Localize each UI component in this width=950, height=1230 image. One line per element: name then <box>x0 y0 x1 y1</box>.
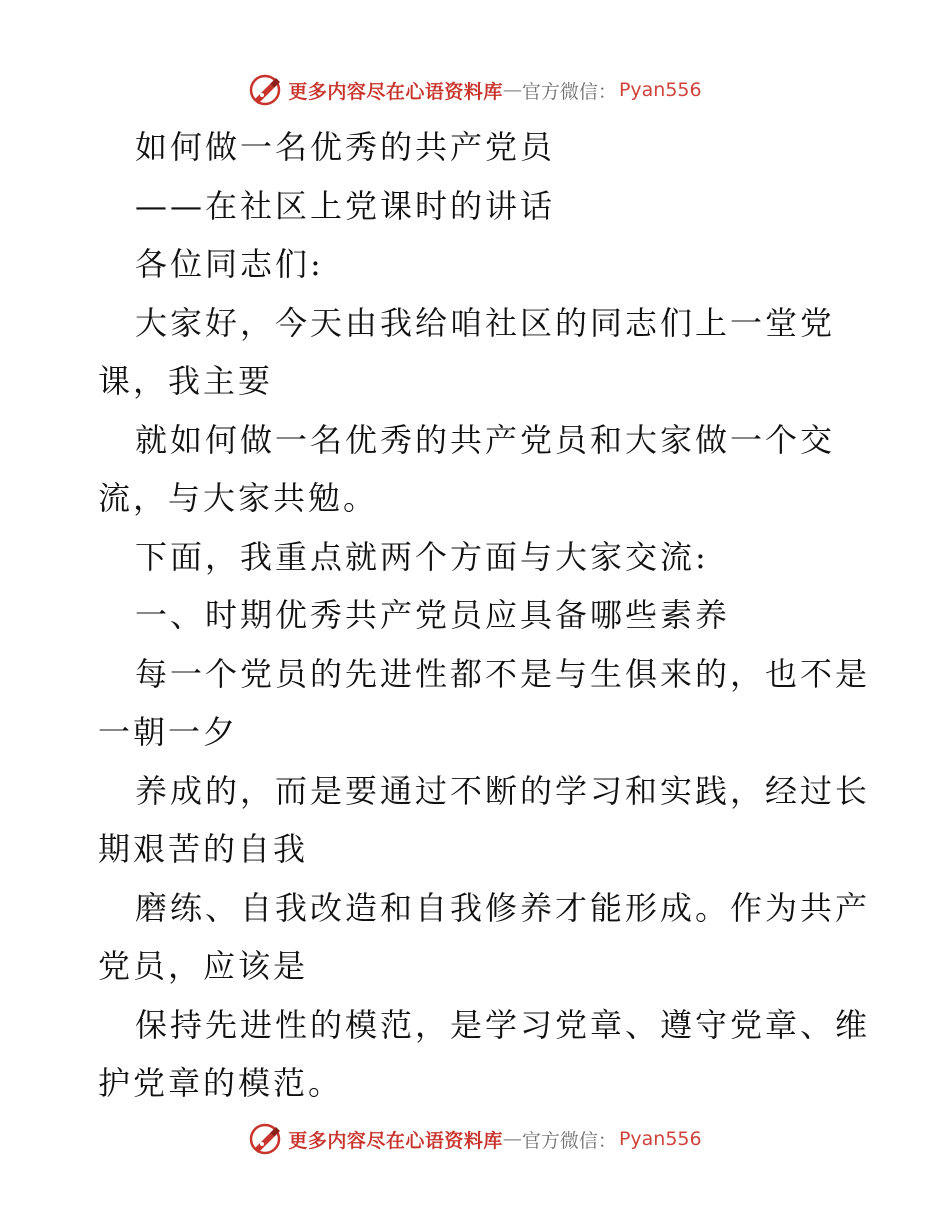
paragraph-line: 流，与大家共勉。 <box>98 479 379 517</box>
paragraph-line: 就如何做一名优秀的共产党员和大家做一个交 <box>135 420 836 459</box>
document-subtitle: ——在社区上党课时的讲话 <box>135 186 556 225</box>
section-heading: 一、时期优秀共产党员应具备哪些素养 <box>135 596 731 634</box>
paragraph-line: 护党章的模范。 <box>98 1064 344 1102</box>
paragraph-line: 课，我主要 <box>98 362 274 400</box>
header-banner <box>0 70 950 110</box>
banner-brand-text: 更多内容尽在心语资料库 <box>288 1129 503 1152</box>
banner-brand-text: 更多内容尽在心语资料库 <box>288 80 503 103</box>
banner-dash: — <box>502 1128 522 1150</box>
paragraph-line: 一朝一夕 <box>98 713 239 751</box>
banner-wechat-id: Pyan556 <box>618 79 702 101</box>
paragraph-line: 磨练、自我改造和自我修养才能形成。作为共产 <box>135 888 871 927</box>
document-body <box>98 118 871 1113</box>
pen-nib-logo-icon <box>248 1122 282 1156</box>
paragraph-line: 养成的，而是要通过不断的学习和实践，经过长 <box>135 771 871 810</box>
paragraph-line: 大家好，今天由我给咱社区的同志们上一堂党 <box>135 303 836 342</box>
salutation: 各位同志们: <box>135 245 324 283</box>
document-title: 如何做一名优秀的共产党员 <box>135 128 556 166</box>
paragraph-line: 党员，应该是 <box>98 947 309 985</box>
banner-wechat-id: Pyan556 <box>618 1128 702 1150</box>
paragraph-line: 保持先进性的模范，是学习党章、遵守党章、维 <box>135 1005 871 1044</box>
paragraph-line: 每一个党员的先进性都不是与生俱来的，也不是 <box>135 654 871 693</box>
banner-wechat-label: 官方微信： <box>521 80 617 103</box>
banner-dash: — <box>502 79 522 101</box>
pen-nib-logo-icon <box>248 73 282 107</box>
banner-wechat-label: 官方微信： <box>521 1129 617 1152</box>
paragraph-line: 下面，我重点就两个方面与大家交流: <box>135 537 709 576</box>
footer-banner <box>0 1119 950 1159</box>
paragraph-line: 期艰苦的自我 <box>98 830 309 868</box>
